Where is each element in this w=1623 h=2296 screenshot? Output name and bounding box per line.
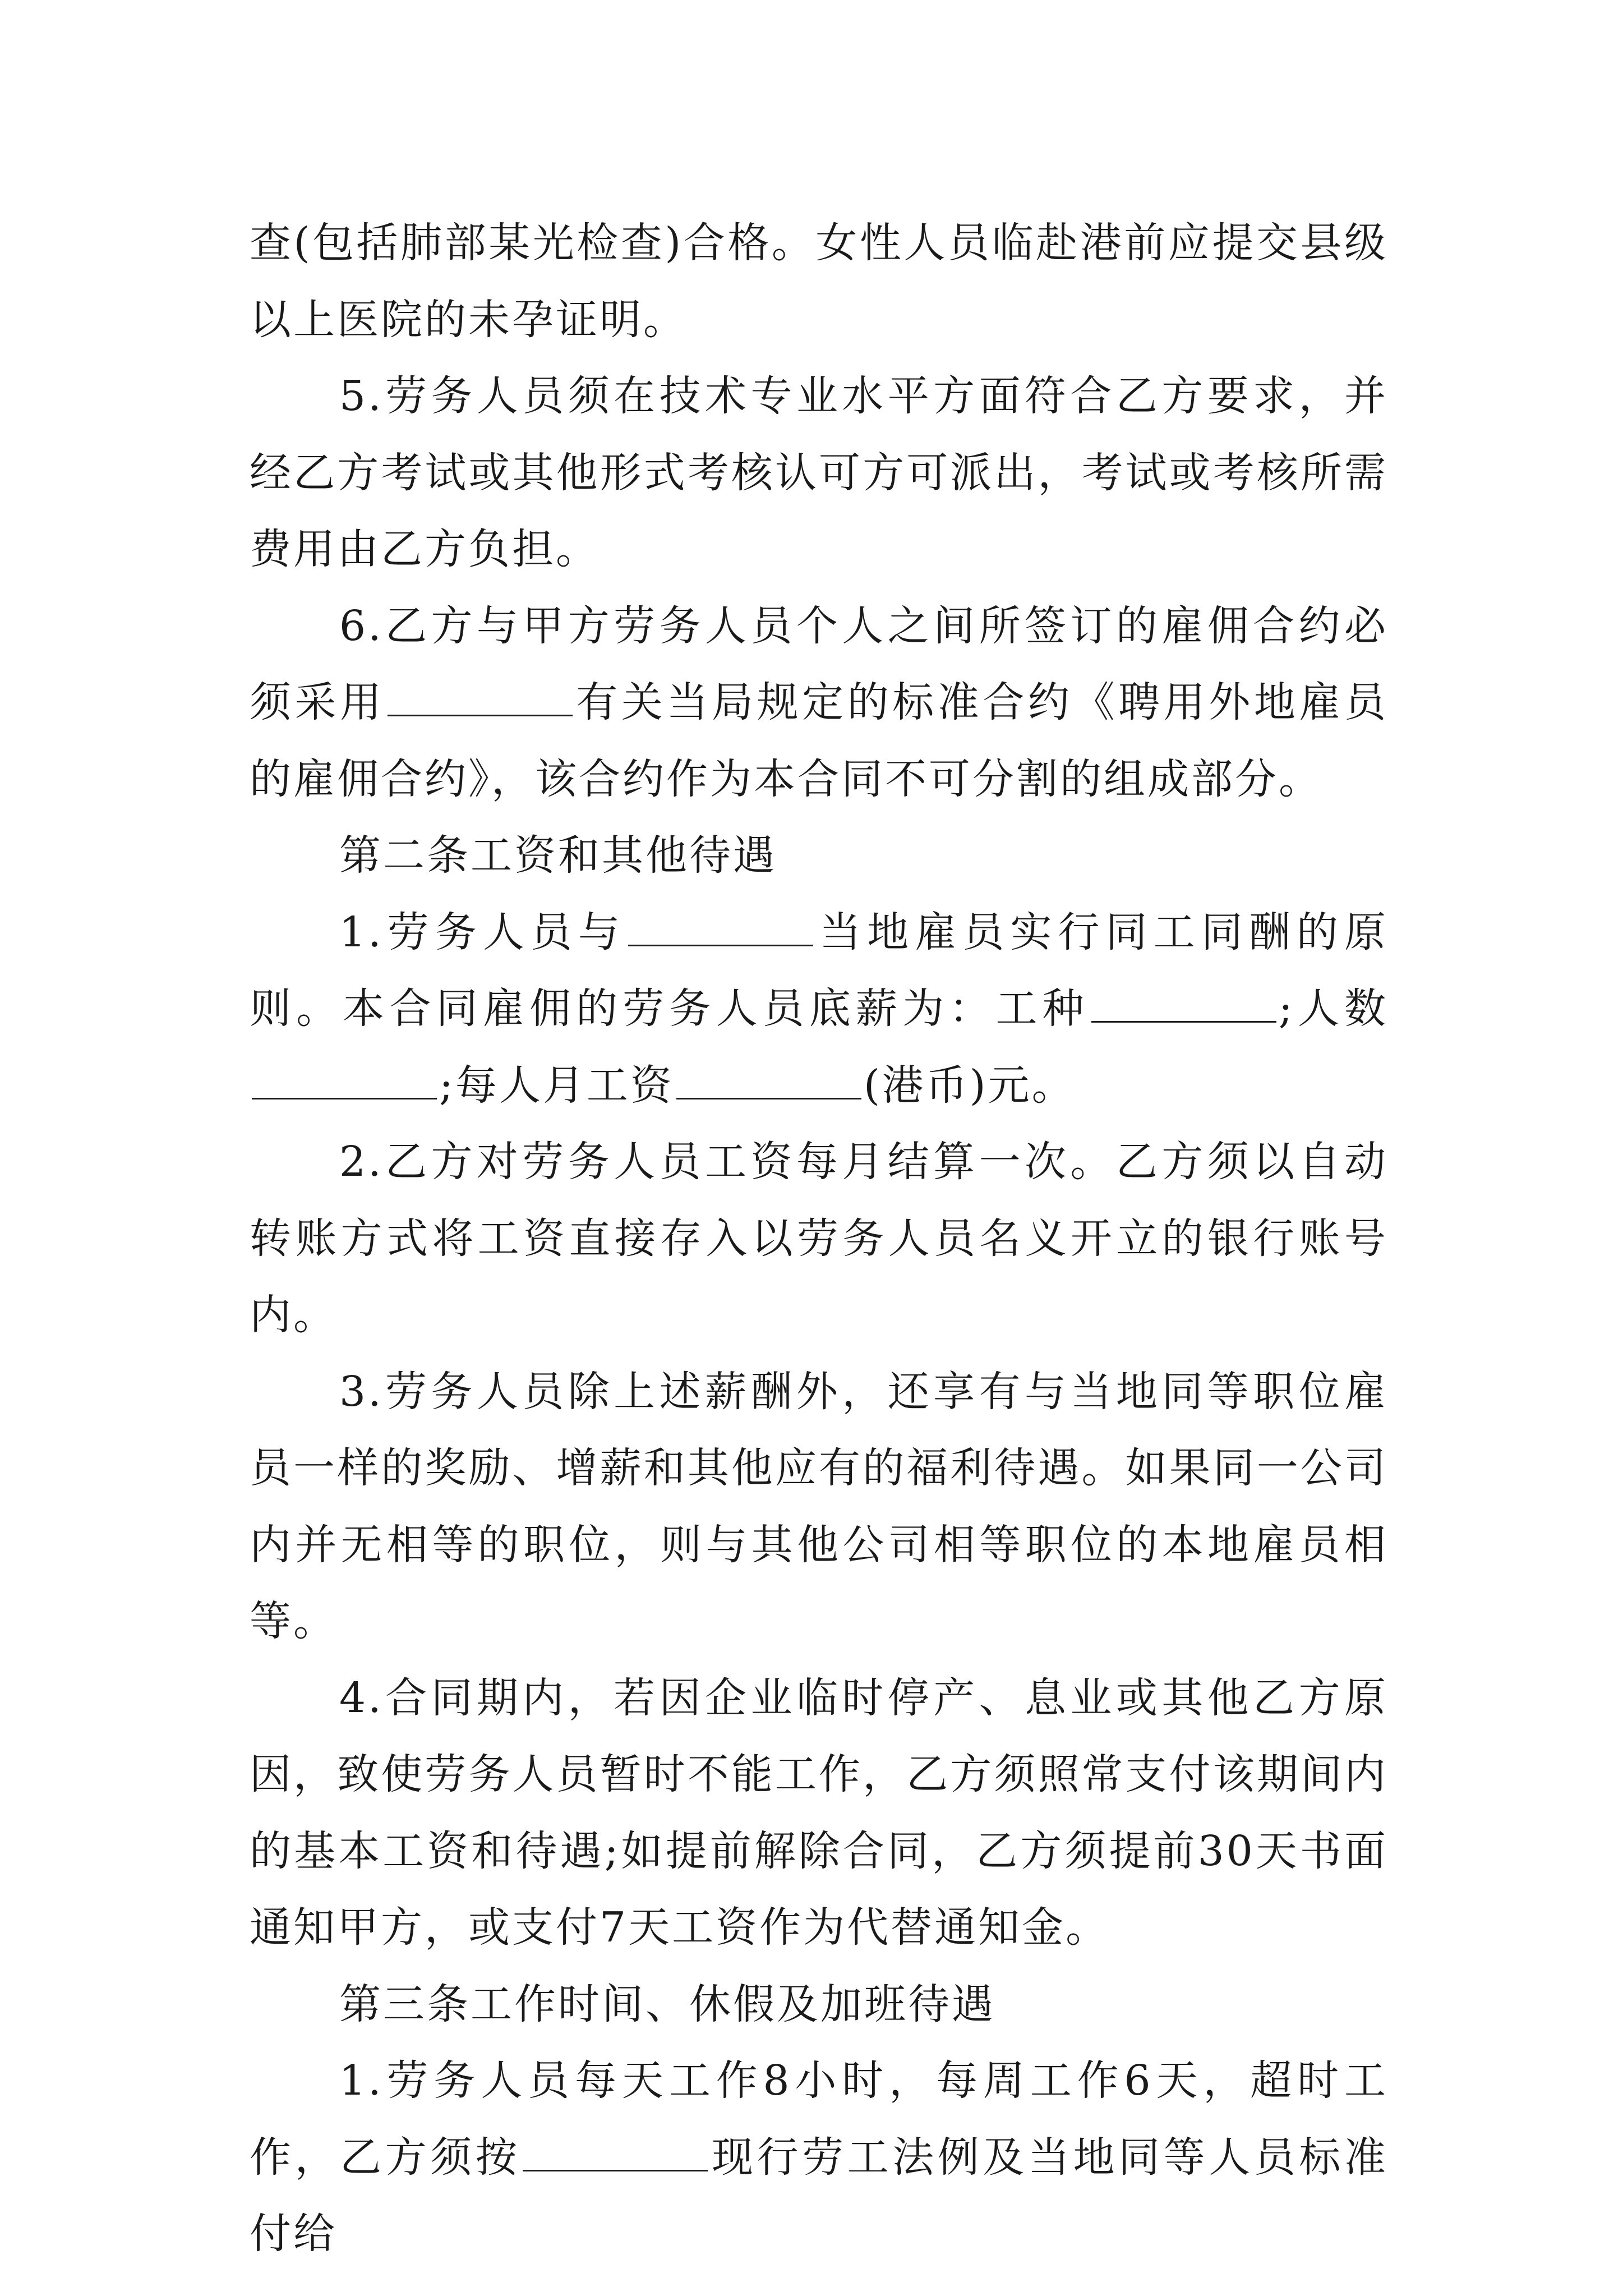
blank-field bbox=[628, 911, 813, 946]
paragraph-text: 现行劳工法例及当地同等人员标准付给 bbox=[250, 2133, 1389, 2258]
paragraph-wage-item-3 bbox=[250, 1354, 1388, 1660]
blank-field bbox=[388, 681, 573, 716]
paragraph-text: 4.合同期内，若因企业临时停产、息业或其他乙方原因，致使劳务人员暂时不能工作，乙方须照常支付该期间内的基本工资和待遇;如提前解除合同，乙方须提前30天书面通知甲方，或支付7天工资作为代替通知金。 bbox=[250, 1673, 1388, 1952]
paragraph-text: ;人数 bbox=[1278, 984, 1389, 1033]
paragraph-text: 有关当局规定的标准合约《聘用外地雇员的雇佣合约》，该合约作为本合同不可分割的组成部分。 bbox=[250, 678, 1389, 803]
paragraph-text: 5.劳务人员须在技术专业水平方面符合乙方要求，并经乙方考试或其他形式考核认可方可派出，考试或考核所需费用由乙方负担。 bbox=[250, 372, 1388, 573]
paragraph-text: 2.乙方对劳务人员工资每月结算一次。乙方须以自动转账方式将工资直接存入以劳务人员名义开立的银行账号内。 bbox=[250, 1138, 1388, 1339]
paragraph-item-6 bbox=[250, 588, 1388, 818]
paragraph-text: (港币)元。 bbox=[863, 1061, 1076, 1110]
blank-field bbox=[676, 1064, 861, 1099]
blank-field bbox=[1091, 987, 1276, 1023]
paragraph-wage-item-4 bbox=[250, 1660, 1388, 1966]
paragraph-medical-check bbox=[250, 205, 1388, 358]
paragraph-item-5 bbox=[250, 358, 1388, 588]
paragraph-text: 当地雇员实行同工同酬的原则。本合同雇佣的劳务人员底薪为：工种 bbox=[250, 908, 1389, 1033]
paragraph-wage-item-2 bbox=[250, 1124, 1388, 1354]
blank-field bbox=[523, 2136, 708, 2171]
section-heading-article-2: 第二条工资和其他待遇 bbox=[339, 831, 777, 880]
paragraph-text: 1.劳务人员与 bbox=[339, 908, 626, 956]
paragraph-hours-item-1 bbox=[250, 2042, 1388, 2272]
section-heading-article-3: 第三条工作时间、休假及加班待遇 bbox=[339, 1980, 995, 2028]
paragraph-text: 6.乙方与甲方劳务人员个人之间所签订的雇佣合约必须采用 bbox=[250, 601, 1388, 726]
paragraph-text: ;每人月工资 bbox=[439, 1061, 674, 1110]
paragraph-text: 查(包括肺部某光检查)合格。女性人员临赴港前应提交县级以上医院的未孕证明。 bbox=[250, 219, 1388, 344]
paragraph-wage-item-1 bbox=[250, 894, 1388, 1124]
blank-field bbox=[252, 1064, 437, 1099]
paragraph-text: 3.劳务人员除上述薪酬外，还享有与当地同等职位雇员一样的奖励、增薪和其他应有的福利待遇。如果同一公司内并无相等的职位，则与其他公司相等职位的本地雇员相等。 bbox=[250, 1367, 1388, 1645]
document-body bbox=[250, 205, 1388, 2272]
paragraph-text: 1.劳务人员每天工作8小时，每周工作6天，超时工作，乙方须按 bbox=[250, 2056, 1388, 2182]
